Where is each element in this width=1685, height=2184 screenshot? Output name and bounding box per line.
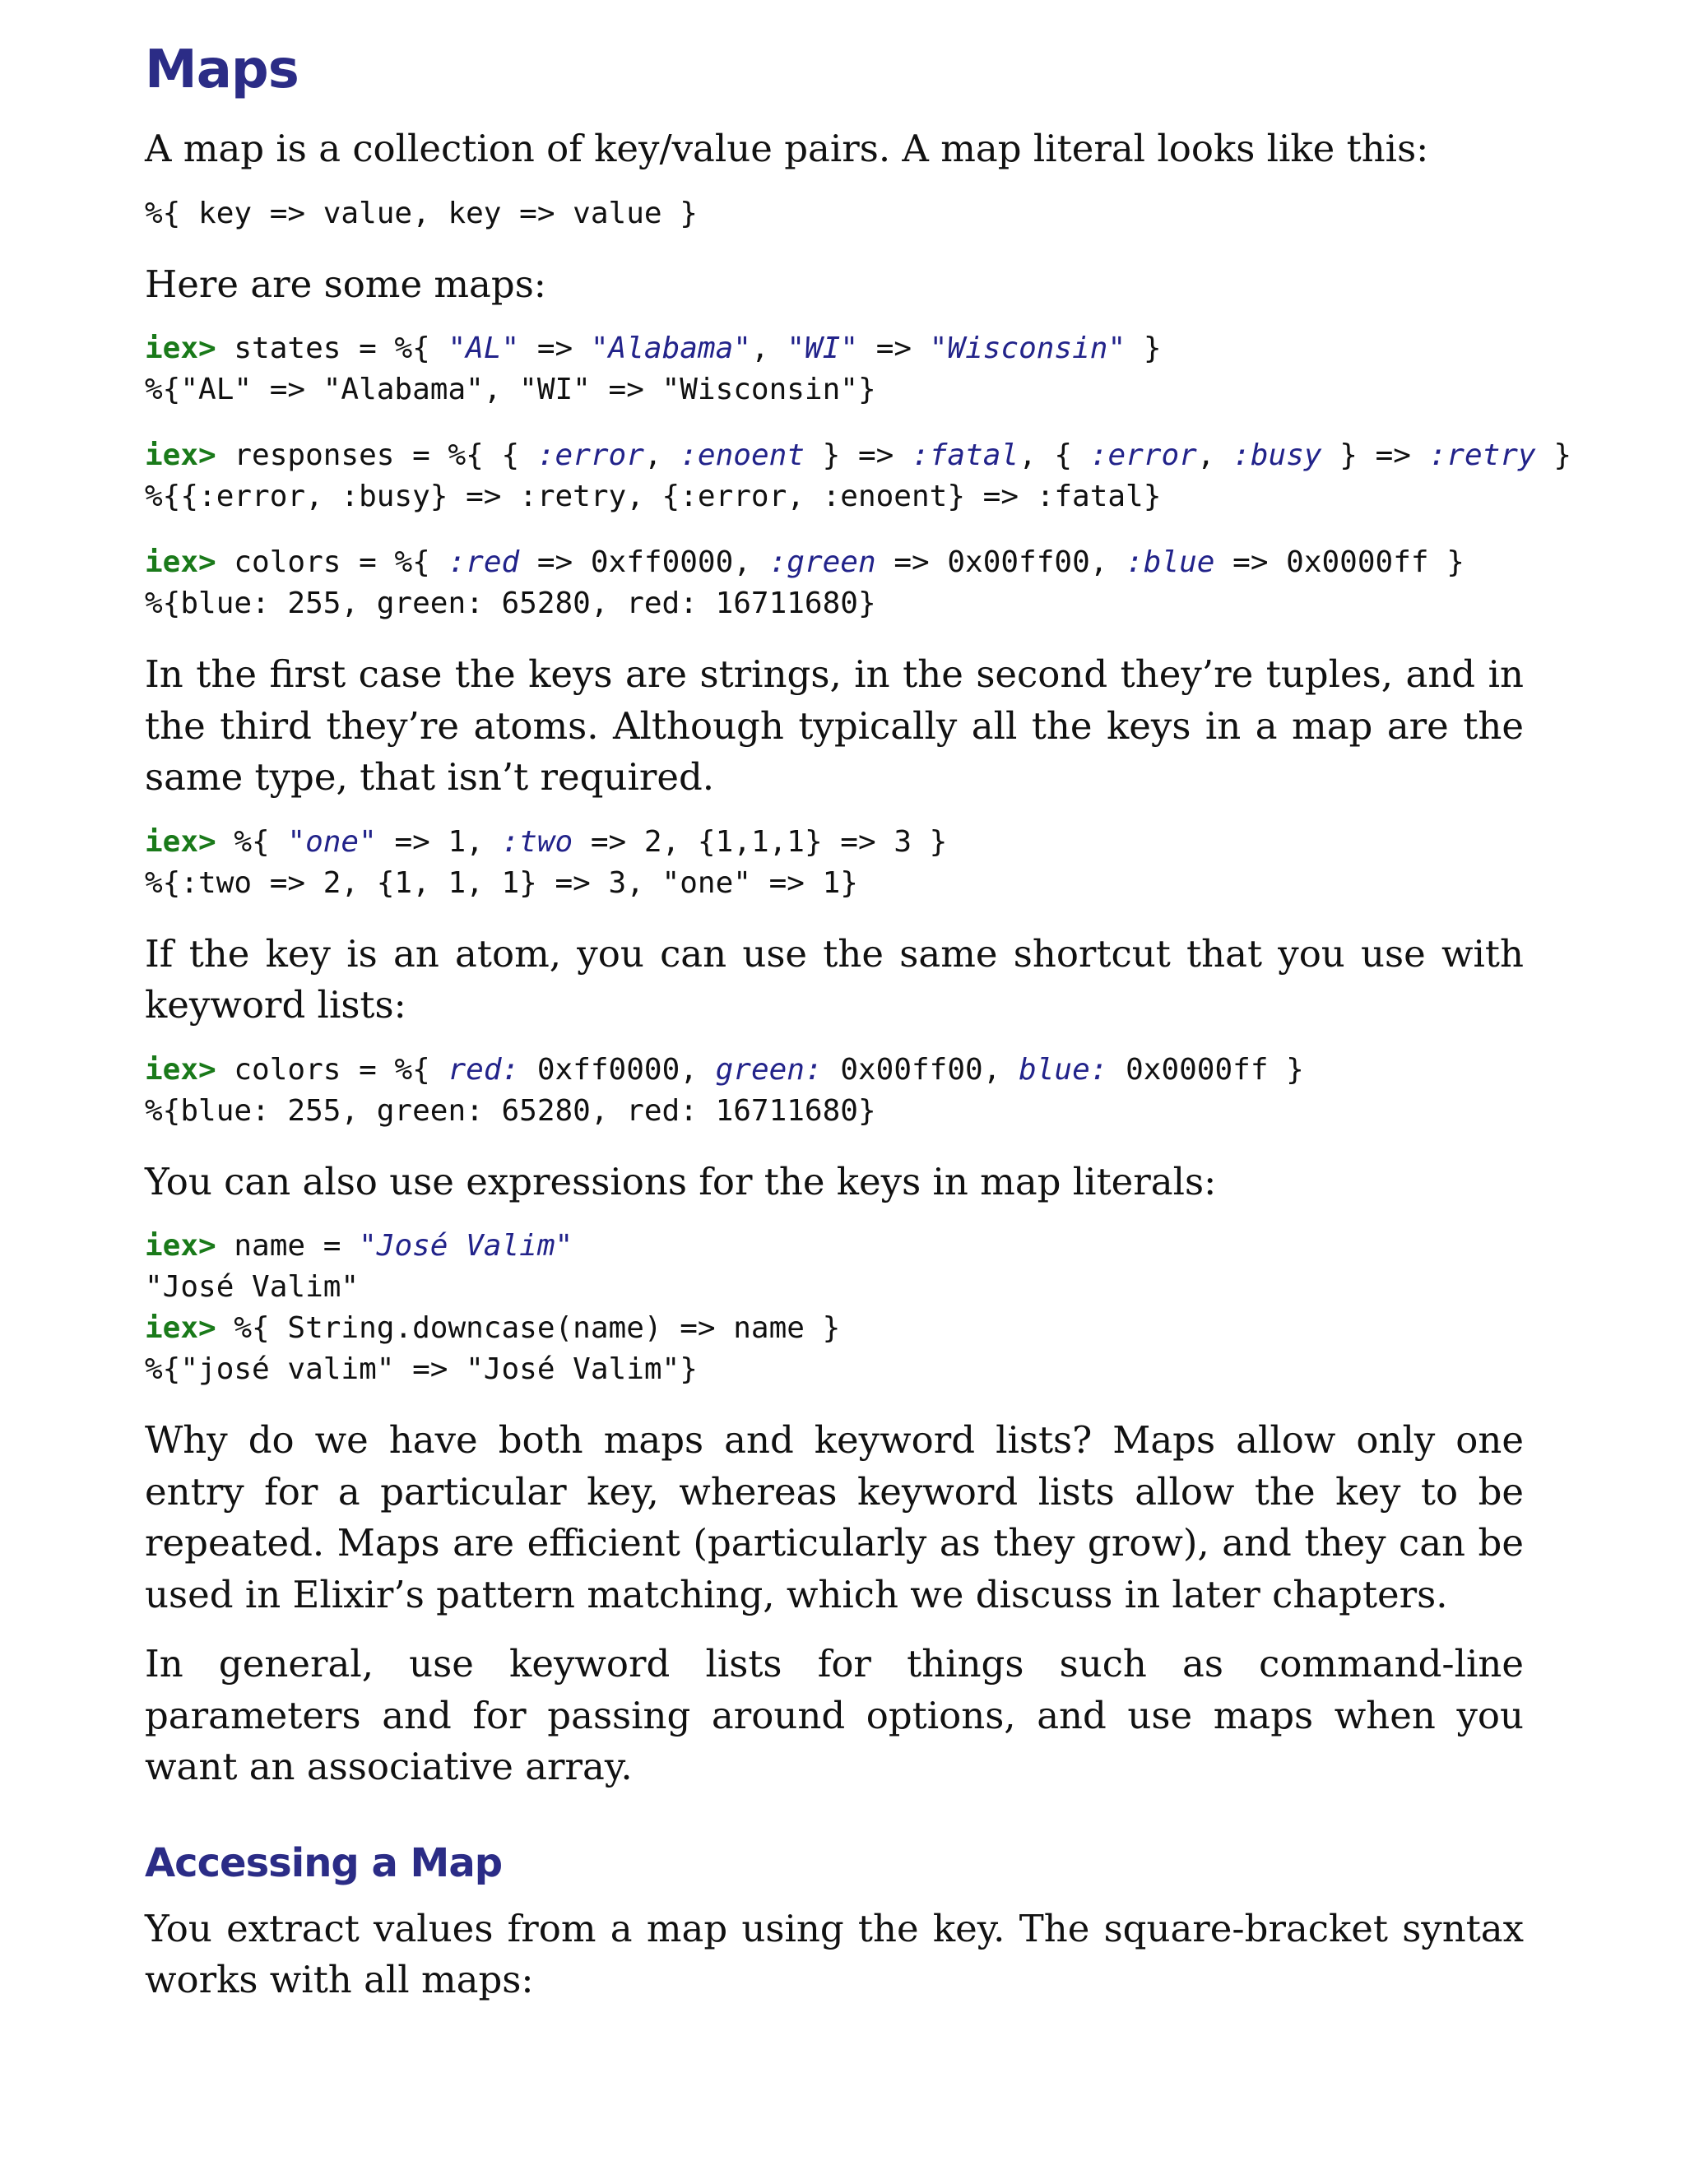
code-text: colors = %{ — [216, 545, 448, 579]
iex-prompt: iex> — [145, 545, 216, 579]
code-text: => — [519, 332, 591, 365]
code-literal: "José Valim" — [359, 1229, 573, 1263]
code-text: 0x0000ff } — [1107, 1052, 1304, 1087]
code-literal: "one" — [287, 824, 377, 859]
code-literal: :retry — [1428, 438, 1536, 472]
code-literal: :red — [448, 545, 520, 579]
code-text: => 1, — [376, 824, 502, 859]
code-text: => 0x00ff00, — [875, 545, 1126, 579]
code-block — [145, 193, 1524, 234]
code-text: } => — [1321, 438, 1429, 472]
code-text: 0xff0000, — [519, 1052, 716, 1087]
code-output: %{"josé valim" => "José Valim"} — [145, 1352, 698, 1386]
code-line — [145, 435, 1571, 476]
code-block — [145, 1226, 1524, 1390]
code-output: "José Valim" — [145, 1270, 360, 1304]
code-literal: :blue — [1126, 545, 1215, 579]
iex-prompt: iex> — [145, 438, 216, 472]
code-text: , — [750, 332, 787, 365]
code-text: => — [858, 332, 930, 365]
code-literal: red: — [448, 1052, 520, 1087]
code-text: , — [1196, 438, 1233, 472]
paragraph: You extract values from a map using the key. The square-bracket syntax works with all maps: — [145, 1906, 1524, 2001]
paragraph: A map is a collection of key/value pairs. A map literal looks like this: — [145, 127, 1429, 170]
code-block — [145, 822, 1524, 904]
code-line — [145, 1308, 1524, 1349]
code-literal: "Wisconsin" — [929, 332, 1126, 365]
code-literal: :error — [1089, 438, 1197, 472]
code-text: } => — [804, 438, 912, 472]
code-block — [145, 328, 1524, 410]
code-output: %{{:error, :busy} => :retry, {:error, :enoent} => :fatal} — [145, 480, 1162, 513]
iex-prompt: iex> — [145, 824, 216, 859]
code-text: } — [1126, 332, 1162, 365]
code-text: , — [643, 438, 680, 472]
code-output: %{blue: 255, green: 65280, red: 16711680} — [145, 1093, 876, 1128]
code-block — [145, 542, 1524, 624]
code-line — [145, 542, 1524, 583]
code-line: %{ key => value, key => value } — [145, 196, 698, 230]
code-text: responses = %{ { — [216, 438, 537, 472]
code-text: colors = %{ — [216, 1052, 448, 1087]
code-literal: :busy — [1232, 438, 1322, 472]
paragraph: In general, use keyword lists for things such as command-line parameters and for passing around options, and use maps when you want an associative array. — [145, 1642, 1524, 1788]
subsection-heading: Accessing a Map — [145, 1839, 503, 1886]
code-line — [145, 328, 1524, 369]
code-text: states = %{ — [216, 332, 448, 365]
code-literal: :enoent — [680, 438, 805, 472]
code-literal: :two — [501, 824, 573, 859]
paragraph: Here are some maps: — [145, 262, 546, 306]
paragraph: Why do we have both maps and keyword lists? Maps allow only one entry for a particular key, whereas keyword lists allow the key to be repeated. Maps are efficient (particularly as they grow), and they can be used in Elixir’s pattern matching, which we discuss in later chapters. — [145, 1418, 1524, 1616]
code-literal: :green — [768, 545, 876, 579]
iex-prompt: iex> — [145, 1052, 216, 1087]
code-block — [145, 435, 1571, 517]
code-literal: green: — [715, 1052, 823, 1087]
iex-prompt: iex> — [145, 1311, 216, 1345]
paragraph: If the key is an atom, you can use the same shortcut that you use with keyword lists: — [145, 931, 1524, 1027]
code-text: name = — [216, 1229, 360, 1263]
iex-prompt: iex> — [145, 332, 216, 365]
code-literal: "WI" — [787, 332, 859, 365]
code-text: => 2, {1,1,1} => 3 } — [573, 824, 948, 859]
code-text: , { — [1019, 438, 1090, 472]
code-literal: "AL" — [448, 332, 520, 365]
code-output: %{"AL" => "Alabama", "WI" => "Wisconsin"} — [145, 373, 876, 406]
code-output: %{:two => 2, {1, 1, 1} => 3, "one" => 1} — [145, 865, 858, 900]
code-text: => 0xff0000, — [519, 545, 769, 579]
code-text: } — [1535, 438, 1571, 472]
code-literal: blue: — [1019, 1052, 1108, 1087]
code-line — [145, 822, 1524, 863]
code-literal: "Alabama" — [590, 332, 751, 365]
code-output: %{blue: 255, green: 65280, red: 16711680} — [145, 587, 876, 620]
code-literal: :fatal — [912, 438, 1019, 472]
code-line — [145, 1050, 1524, 1091]
paragraph: You can also use expressions for the keys in map literals: — [145, 1159, 1217, 1203]
code-text: 0x00ff00, — [822, 1052, 1019, 1087]
code-line — [145, 1226, 1524, 1267]
code-text: %{ String.downcase(name) => name } — [216, 1311, 841, 1345]
document-page — [145, 33, 1571, 2024]
paragraph: In the first case the keys are strings, in the second they’re tuples, and in the third they’re atoms. Although typically all the keys in a map are the same type, that isn’t required. — [145, 652, 1524, 799]
iex-prompt: iex> — [145, 1229, 216, 1263]
code-block — [145, 1050, 1524, 1132]
code-literal: :error — [536, 438, 644, 472]
code-text: => 0x0000ff } — [1214, 545, 1465, 579]
section-heading: Maps — [145, 39, 299, 100]
code-text: %{ — [216, 824, 288, 859]
